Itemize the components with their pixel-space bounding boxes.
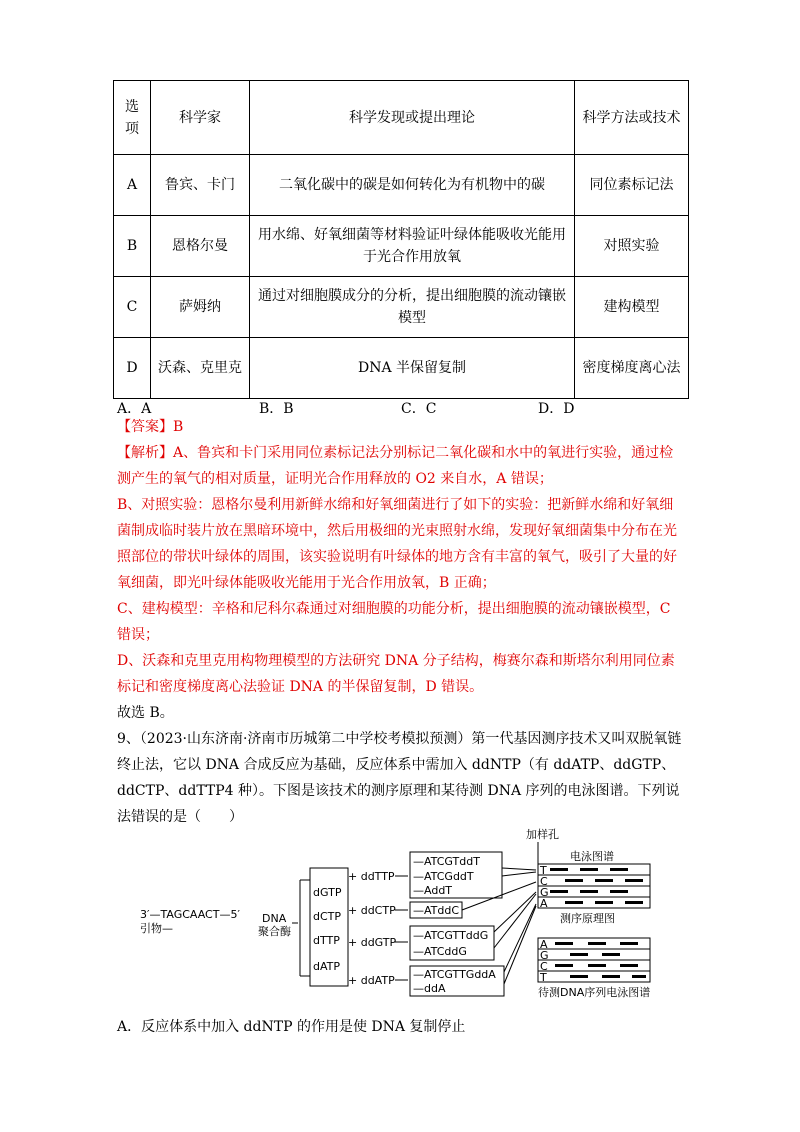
- row-option: A: [114, 155, 151, 216]
- option-d: D．D: [538, 401, 575, 417]
- scientist-table: [113, 80, 689, 399]
- row-scientist: 鲁宾、卡门: [151, 155, 250, 216]
- lane-label: T: [540, 971, 547, 984]
- fragment-label: —ATCGTTGddA: [413, 968, 496, 981]
- option-c: C．C: [401, 401, 437, 417]
- row-method: 对照实验: [575, 216, 689, 277]
- row-scientist: 沃森、克里克: [151, 338, 250, 399]
- choice-a: A．反应体系中加入 ddNTP 的作用是使 DNA 复制停止: [117, 1019, 466, 1035]
- lane-label: G: [540, 949, 549, 962]
- answer-line: [117, 414, 683, 440]
- answer-label: 【答案】: [117, 419, 173, 435]
- answer-value: B: [173, 419, 184, 435]
- analysis-p1: [117, 440, 683, 492]
- ddntp-add: + ddATP: [348, 974, 395, 987]
- row-scientist: 萨姆纳: [151, 277, 250, 338]
- row-scientist: 恩格尔曼: [151, 216, 250, 277]
- table-header-row: [114, 81, 689, 155]
- sequencing-figure: [140, 820, 660, 1000]
- header-scientist: 科学家: [151, 81, 250, 155]
- lane-label: G: [540, 886, 549, 899]
- row-theory: 通过对细胞膜成分的分析，提出细胞膜的流动镶嵌模型: [250, 277, 575, 338]
- table-row: [114, 155, 689, 216]
- lane-label: T: [540, 864, 547, 877]
- analysis-label: 【解析】: [117, 445, 173, 461]
- row-method: 同位素标记法: [575, 155, 689, 216]
- row-theory: 用水绵、好氧细菌等材料验证叶绿体能吸收光能用于光合作用放氧: [250, 216, 575, 277]
- dntp-label: dGTP: [313, 886, 342, 899]
- ddntp-add: + ddTTP: [348, 870, 395, 883]
- fragment-label: —ATCddG: [413, 945, 467, 958]
- gel2-caption: 待测DNA序列电泳图谱: [538, 986, 651, 999]
- enzyme-label-2: 聚合酶: [258, 925, 291, 938]
- dntp-label: dATP: [313, 960, 341, 973]
- table-row: [114, 216, 689, 277]
- dntp-label: dCTP: [313, 910, 342, 923]
- option-a: A．A: [117, 401, 152, 417]
- well-label: 加样孔: [526, 828, 559, 841]
- lane-label: A: [540, 897, 548, 910]
- row-method: 密度梯度离心法: [575, 338, 689, 399]
- row-theory: DNA 半保留复制: [250, 338, 575, 399]
- template-strand: 3′—TAGCAACT—5′: [140, 908, 240, 921]
- lane-label: A: [540, 938, 548, 951]
- lane-label: C: [540, 960, 548, 973]
- analysis-text: A、鲁宾和卡门采用同位素标记法分别标记二氧化碳和水中的氧进行实验，通过检测产生的氧气的相对质量，证明光合作用释放的 O2 来自水，A 错误；: [117, 445, 674, 487]
- analysis-p4: D、沃森和克里克用构物理模型的方法研究 DNA 分子结构，梅赛尔森和斯塔尔利用同位素标记和密度梯度离心法验证 DNA 的半保留复制，D 错误。: [117, 653, 675, 695]
- header-option: 选项: [114, 81, 151, 155]
- header-theory: 科学发现或提出理论: [250, 81, 575, 155]
- fragment-label: —AddT: [413, 884, 453, 897]
- fragment-label: —ddA: [413, 982, 446, 995]
- ddntp-add: + ddGTP: [348, 936, 397, 949]
- table-row: [114, 277, 689, 338]
- gel1-caption: 测序原理图: [560, 912, 615, 925]
- question-9: 9、（2023·山东济南·济南市历城第二中学校考模拟预测）第一代基因测序技术又叫双脱氧链终止法，它以 DNA 合成反应为基础，反应体系中需加入 ddNTP（有 ddATP、ddGTP、ddCTP、ddTTP4 种）。下图是该技术的测序原理和某待测 DNA 序列的电泳图谱。下列说法错误的是（ ）: [117, 731, 682, 825]
- row-option: C: [114, 277, 151, 338]
- analysis-p3: C、建构模型：辛格和尼科尔森通过对细胞膜的功能分析，提出细胞膜的流动镶嵌模型，C 错误；: [117, 601, 671, 643]
- fragment-label: —ATddC: [413, 904, 460, 917]
- primer-label: 引物—: [140, 922, 173, 935]
- row-option: B: [114, 216, 151, 277]
- fragment-label: —ATCGTTddG: [413, 929, 489, 942]
- analysis-p2: B、对照实验：恩格尔曼利用新鲜水绵和好氧细菌进行了如下的实验：把新鲜水绵和好氧细菌制成临时装片放在黑暗环境中，然后用极细的光束照射水绵，发现好氧细菌集中分布在光照部位的带状叶绿体的周围，该实验说明有叶绿体的地方含有丰富的氧气，吸引了大量的好氧细菌，即光叶绿体能吸收光能用于光合作用放氧，B 正确；: [117, 497, 677, 591]
- header-method: 科学方法或技术: [575, 81, 689, 155]
- row-theory: 二氧化碳中的碳是如何转化为有机物中的碳: [250, 155, 575, 216]
- enzyme-label: DNA: [262, 912, 287, 925]
- table-row: [114, 338, 689, 399]
- row-method: 建构模型: [575, 277, 689, 338]
- ddntp-add: + ddCTP: [348, 904, 396, 917]
- dntp-label: dTTP: [313, 934, 340, 947]
- fragment-label: —ATCGddT: [413, 870, 474, 883]
- option-b: B．B: [259, 401, 294, 417]
- gel-title: 电泳图谱: [570, 850, 614, 863]
- lane-label: C: [540, 875, 548, 888]
- fragment-label: —ATCGTddT: [413, 855, 480, 868]
- conclusion: 故选 B。: [117, 705, 174, 721]
- row-option: D: [114, 338, 151, 399]
